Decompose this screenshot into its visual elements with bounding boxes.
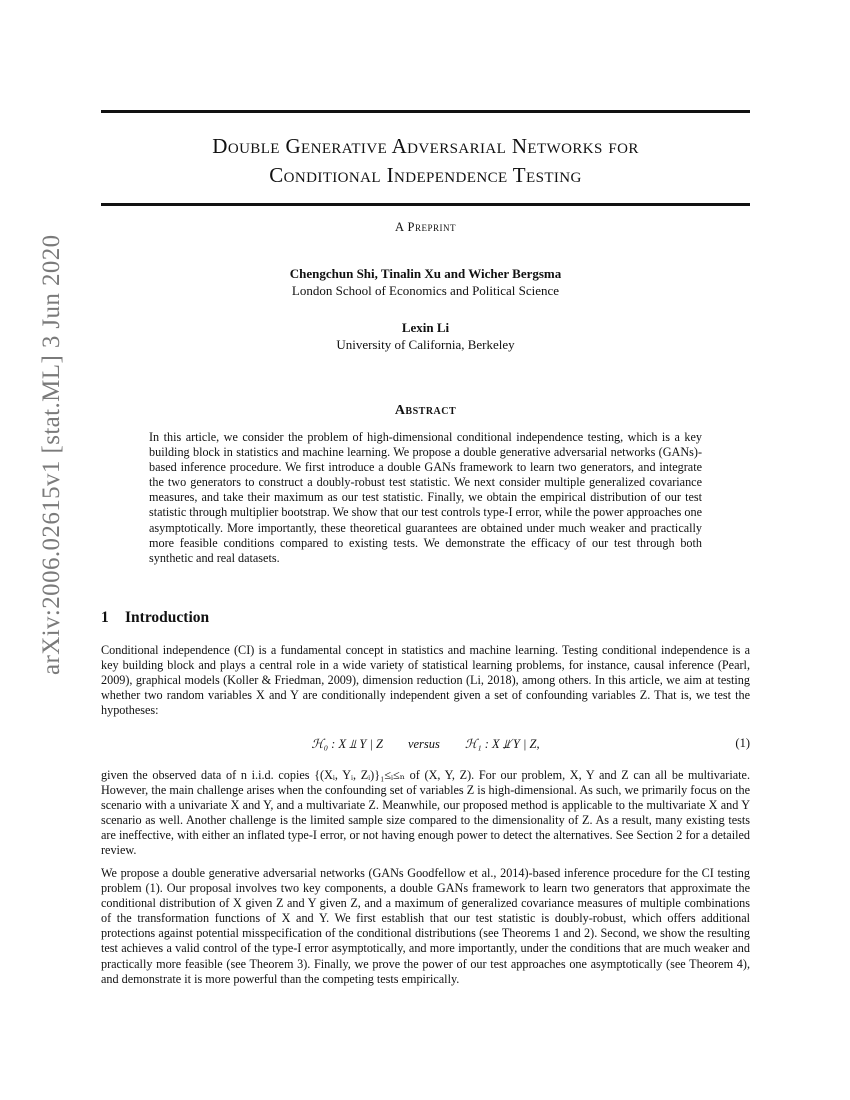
- paper-title-line-2: Conditional Independence Testing: [269, 163, 582, 187]
- equation-content: ℋ₀ : X ⫫ Y | Z versus ℋ₁ : X ⫫̸ Y | Z,: [311, 737, 540, 751]
- abstract-heading: Abstract: [394, 403, 457, 418]
- author-names: Chengchun Shi, Tinalin Xu and Wicher Bergsma: [289, 266, 562, 281]
- intro-paragraph-3: We propose a double generative adversarial networks (GANs Goodfellow et al., 2014)-based inference procedure for the CI testing problem (1). Our proposal involves two key components, a double GANs framework to learn two generators that approximate the conditional distribution of X given Z and Y given Z, and a maximum of generalized covariance measures of multiple combinations of the transformation functions of X and Y. We first establish that our test statistic is doubly-robust, which offers additional protections against potential misspecification of the conditional distributions (see Theorems 1 and 2). Second, we show the resulting test achieves a valid control of the type-I error asymptotically, and more importantly, under the conditions that are much weaker and practically more feasible (see Theorem 3). Finally, we prove the power of our test approaches one asymptotically (see Theorem 4), and demonstrate it is more powerful than the competing tests empirically.: [101, 866, 750, 986]
- author-block-1: [101, 265, 750, 299]
- paper-title-line-1: Double Generative Adversarial Networks for: [212, 134, 639, 158]
- author-affiliation: University of California, Berkeley: [336, 337, 515, 352]
- section-number: 1: [101, 609, 109, 626]
- hypothesis-equation: [101, 736, 750, 754]
- author-names: Lexin Li: [401, 320, 450, 335]
- equation-label: (1): [735, 736, 750, 750]
- abstract-text: In this article, we consider the problem of high-dimensional conditional independence testing, which is a key building block in statistics and machine learning. We propose a double generative adversarial networks (GANs)-based inference procedure. We first introduce a double GANs framework to learn two generators, and integrate the two generators to construct a doubly-robust test statistic. We next consider multiple generalized covariance measures, and take their maximum as our test statistic. Finally, we obtain the empirical distribution of our test statistic through multiplier bootstrap. We show that our test controls type-I error, while the power approaches one asymptotically. More importantly, these theoretical guarantees are obtained under much weaker and practically more feasible conditions compared to existing tests. We demonstrate the efficacy of our test through both synthetic and real datasets.: [149, 430, 702, 565]
- author-block-2: [101, 319, 750, 353]
- title-top-rule: [101, 110, 750, 113]
- title-bottom-rule: [101, 203, 750, 206]
- section-title: Introduction: [125, 609, 210, 626]
- intro-paragraph-2: given the observed data of n i.i.d. copies {(Xᵢ, Yᵢ, Zᵢ)}₁≤ᵢ≤ₙ of (X, Y, Z). For our problem, X, Y and Z can all be multivariate. However, the main challenge arises when the confounding set of variables Z is high-dimensional. As such, we primarily focus on the scenario with a univariate X and Y, and a multivariate Z. Meanwhile, our proposed method is applicable to the multivariate X and Y scenario as well. Another challenge is the limited sample size compared to the dimensionality of Z. As a result, many existing tests are ineffective, with either an inflated type-I error, or not having enough power to detect the alternatives. See Section 2 for a detailed review.: [101, 768, 750, 858]
- arxiv-identifier: arXiv:2006.02615v1 [stat.ML] 3 Jun 2020: [38, 234, 65, 675]
- author-affiliation: London School of Economics and Political Science: [291, 283, 560, 298]
- section-heading: [101, 609, 209, 627]
- paper-title: [101, 132, 750, 190]
- preprint-label: A Preprint: [395, 220, 456, 234]
- intro-paragraph-1: Conditional independence (CI) is a fundamental concept in statistics and machine learning. Testing conditional independence is a key building block and plays a central role in a wide variety of statistical learning problems, for instance, causal inference (Pearl, 2009), graphical models (Koller & Friedman, 2009), dimension reduction (Li, 2018), among others. In this article, we aim at testing whether two random variables X and Y are conditionally independent given a set of confounding variables Z. That is, we test the hypotheses:: [101, 643, 750, 718]
